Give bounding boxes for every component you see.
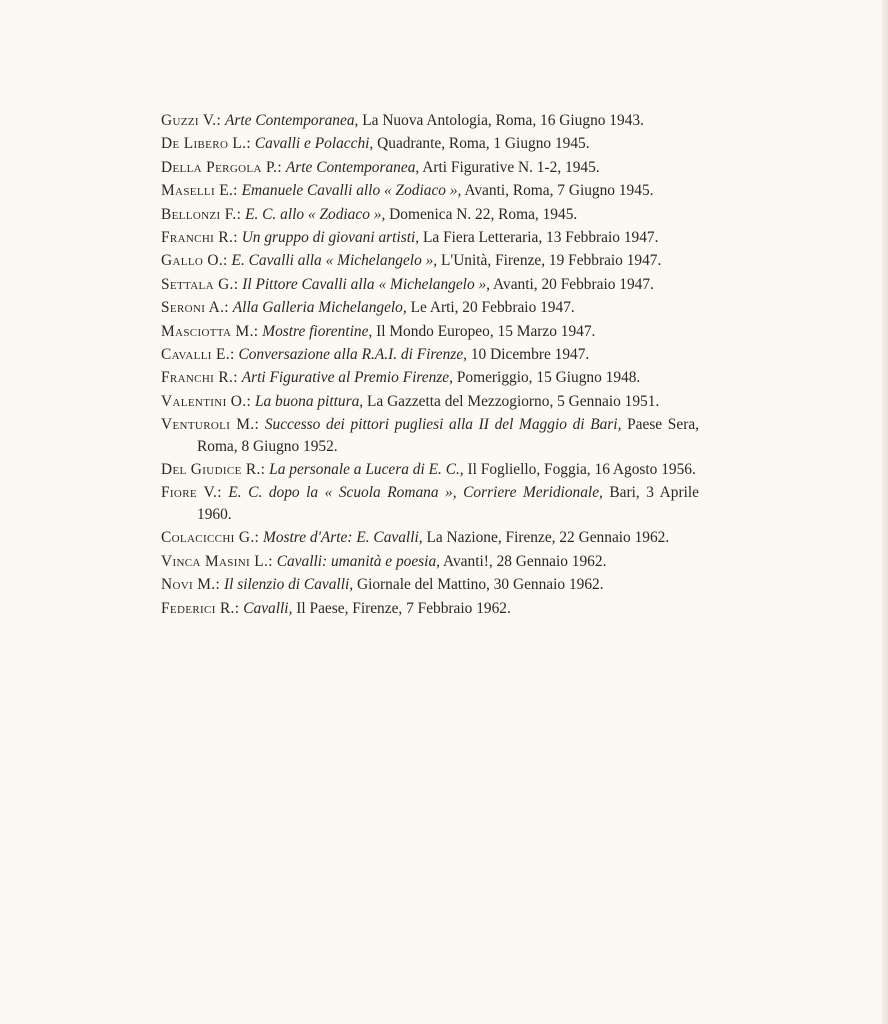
bibliography-entry [161,482,699,525]
entry-author: Seroni A.: [161,299,229,317]
entry-publication: Il Fogliello, Foggia, 16 Agosto 1956. [467,461,696,479]
entry-author: Franchi R.: [161,228,238,246]
bibliography-entry [161,297,699,319]
entry-title: Cavalli, [243,599,293,617]
entry-publication: Il Mondo Europeo, 15 Marzo 1947. [376,322,596,340]
bibliography-entry [161,598,699,620]
entry-publication: Bari, 3 Aprile 1960. [197,484,699,524]
entry-title: Arte Contemporanea, [285,158,420,176]
entry-publication: La Fiera Letteraria, 13 Febbraio 1947. [422,228,659,246]
entry-title: Un gruppo di giovani artisti, [241,228,420,246]
entry-publication: 10 Dicembre 1947. [470,345,590,363]
entry-publication: La Gazzetta del Mezzogiorno, 5 Gennaio 1951. [366,392,660,410]
bibliography-entry [161,527,699,549]
entry-title: La personale a Lucera di E. C., [269,461,464,479]
entry-title: Mostre fiorentine, [262,322,373,340]
entry-author: Settala G.: [161,275,239,293]
bibliography-entry [161,459,699,481]
entry-author: De Libero L.: [161,135,252,153]
entry-author: Federici R.: [161,599,240,617]
entry-publication: Avanti!, 28 Gennaio 1962. [443,552,607,570]
entry-author: Novi M.: [161,576,221,594]
bibliography-entry [161,227,699,249]
entry-title: E. C. allo « Zodiaco », [245,205,386,223]
bibliography-list [161,110,699,621]
entry-publication: Quadrante, Roma, 1 Giugno 1945. [377,135,590,153]
entry-author: Guzzi V.: [161,112,222,129]
bibliography-entry [161,414,699,457]
entry-publication: Avanti, 20 Febbraio 1947. [493,275,654,293]
entry-title: Arte Contemporanea, [225,112,359,129]
bibliography-entry [161,574,699,596]
entry-title: Conversazione alla R.A.I. di Firenze, [238,345,467,363]
bibliography-entry [161,321,699,343]
entry-author: Vinca Masini L.: [161,552,273,570]
entry-author: Della Pergola P.: [161,158,283,176]
entry-publication: Avanti, Roma, 7 Giugno 1945. [464,182,654,200]
bibliography-entry [161,250,699,272]
entry-publication: Il Paese, Firenze, 7 Febbraio 1962. [296,599,511,617]
bibliography-entry [161,133,699,155]
bibliography-entry [161,391,699,413]
entry-author: Venturoli M.: [161,416,260,434]
entry-publication: Paese Sera, Roma, 8 Giugno 1952. [197,416,699,455]
entry-title: Mostre d'Arte: E. Cavalli, [263,529,423,547]
bibliography-entry [161,274,699,296]
bibliography-entry [161,551,699,573]
entry-publication: La Nazione, Firenze, 22 Gennaio 1962. [426,529,670,547]
entry-author: Maselli E.: [161,182,238,200]
entry-publication: La Nuova Antologia, Roma, 16 Giugno 1943. [362,112,644,129]
entry-title: Emanuele Cavalli allo « Zodiaco », [241,182,462,200]
entry-publication: L'Unità, Firenze, 19 Febbraio 1947. [441,252,662,270]
entry-author: Fiore V.: [161,484,222,502]
entry-title: Cavalli e Polacchi, [254,135,374,153]
bibliography-entry [161,110,699,132]
entry-title: Arti Figurative al Premio Firenze, [241,369,453,387]
entry-title: E. C. dopo la « Scuola Romana », Corriere Meridionale, [228,484,603,502]
entry-author: Del Giudice R.: [161,461,266,479]
entry-publication: Domenica N. 22, Roma, 1945. [389,205,578,223]
entry-author: Bellonzi F.: [161,205,242,223]
entry-title: Alla Galleria Michelangelo, [232,299,407,317]
bibliography-entry [161,180,699,202]
entry-title: Il silenzio di Cavalli, [223,576,354,594]
entry-author: Colacicchi G.: [161,529,260,547]
bibliography-entry [161,157,699,179]
entry-title: E. Cavalli alla « Michelangelo », [231,252,438,270]
entry-author: Valentini O.: [161,392,252,410]
entry-author: Franchi R.: [161,369,238,387]
entry-author: Cavalli E.: [161,345,235,363]
page-edge [882,0,888,1024]
entry-title: Successo dei pittori pugliesi alla II del Maggio di Bari, [264,416,622,434]
entry-title: Cavalli: umanità e poesia, [276,552,440,570]
entry-author: Gallo O.: [161,252,228,270]
entry-title: La buona pittura, [254,392,364,410]
entry-publication: Pomeriggio, 15 Giugno 1948. [456,369,641,387]
entry-publication: Le Arti, 20 Febbraio 1947. [410,299,575,317]
bibliography-entry [161,367,699,389]
bibliography-entry [161,344,699,366]
entry-publication: Giornale del Mattino, 30 Gennaio 1962. [356,576,604,594]
entry-title: Il Pittore Cavalli alla « Michelangelo », [242,275,491,293]
bibliography-entry [161,204,699,226]
entry-author: Masciotta M.: [161,322,259,340]
entry-publication: Arti Figurative N. 1-2, 1945. [422,158,600,176]
